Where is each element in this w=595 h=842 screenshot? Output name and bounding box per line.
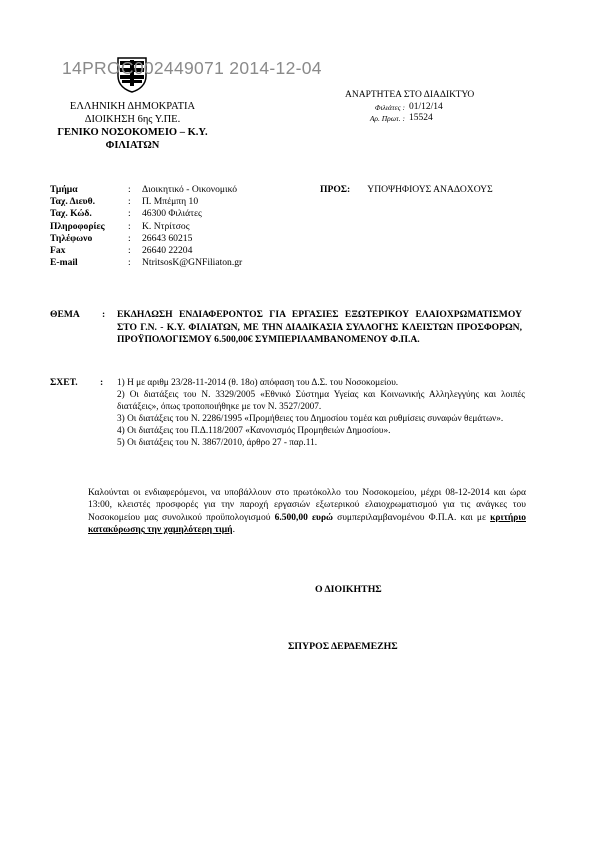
date-value: 01/12/14	[409, 101, 443, 112]
reference-item: 2) Οι διατάξεις του Ν. 3329/2005 «Εθνικό Σύστημα Υγείας και Κοινωνικής Αλληλεγγύης και λοιπές διατάξεις», όπως τροποποιήθηκε με τον Ν. 3527/2007.	[117, 390, 525, 413]
protocol-label: Αρ. Πρωτ. :	[369, 114, 405, 123]
budget-amount: 6.500,00 ευρώ	[274, 512, 333, 523]
contact-info	[50, 184, 242, 269]
award-criterion: κριτήριο κατακύρωσης την χαμηλότερη τιμή	[88, 512, 526, 536]
recipient-value: ΥΠΟΨΗΦΙΟΥΣ ΑΝΑΔΟΧΟΥΣ	[367, 184, 493, 195]
colon-sep: :	[128, 184, 131, 195]
info-value: 26643 60215	[142, 232, 193, 244]
protocol-value: 15524	[409, 113, 433, 123]
reference-item: 4) Οι διατάξεις του Π.Δ.118/2007 «Κανονισμός Προμηθειών Δημοσίου».	[117, 426, 391, 437]
issuer-line: ΔΙΟΙΚΗΣΗ 6ης Υ.ΠΕ.	[84, 114, 181, 125]
body-text: συμπεριλαμβανομένου Φ.Π.Α. και με	[332, 512, 491, 523]
references-list	[117, 377, 525, 450]
colon-sep: :	[128, 232, 131, 244]
colon-sep: :	[128, 220, 131, 232]
body-text: Καλούνται οι ενδιαφερόμενοι, να υποβάλλουν στο πρωτόκολλο του Νοσοκομείου, μέχρι 08-12-2014 και ώρα 13:00, κλειστές προσφορές για την παροχή εργασιών εξωτερικού ελαιοχρωματισμού για τις ανάγκες του Νοσοκομείου μας συνολικού προϋπολογισμού	[88, 488, 526, 523]
signatory-name: ΣΠΥΡΟΣ ΔΕΡΔΕΜΕΖΗΣ	[288, 641, 398, 652]
colon-sep: :	[128, 208, 131, 220]
colon-sep: :	[102, 309, 106, 320]
document-metadata	[345, 90, 474, 125]
info-value: Κ. Ντρίτσος	[142, 220, 190, 232]
issuer-line: ΕΛΛΗΝΙΚΗ ΔΗΜΟΚΡΑΤΙΑ	[69, 101, 196, 112]
info-key: E-mail	[50, 257, 78, 269]
posting-notice: ΑΝΑΡΤΗΤΕΑ ΣΤΟ ΔΙΑΔΙΚΤΥΟ	[345, 90, 475, 100]
references-label: ΣΧΕΤ.	[50, 377, 78, 388]
colon-sep: :	[128, 245, 131, 257]
info-key: Πληροφορίες	[50, 220, 105, 232]
subject-label: ΘΕΜΑ	[50, 309, 80, 320]
reference-item: 5) Οι διατάξεις του Ν. 3867/2010, άρθρο 27 - παρ.11.	[117, 438, 318, 449]
info-value: 26640 22204	[142, 245, 193, 257]
issuer-line: ΓΕΝΙΚΟ ΝΟΣΟΚΟΜΕΙΟ – Κ.Υ.	[57, 127, 208, 138]
colon-sep: :	[128, 196, 131, 208]
reference-item: 1) Η με αριθμ 23/28-11-2014 (θ. 18ο) απόφαση του Δ.Σ. του Νοσοκομείου.	[117, 378, 399, 388]
info-key: Ταχ. Διευθ.	[50, 196, 96, 208]
document-watermark: 14PROC002449071 2014-12-04	[62, 58, 322, 78]
issuer-header	[40, 100, 225, 152]
body-text: .	[232, 525, 235, 536]
info-key: Fax	[50, 245, 66, 257]
subject-text: ΕΚΔΗΛΩΣΗ ΕΝΔΙΑΦΕΡΟΝΤΟΣ ΓΙΑ ΕΡΓΑΣΙΕΣ ΕΞΩΤΕΡΙΚΟΥ ΕΛΑΙΟΧΡΩΜΑΤΙΣΜΟΥ ΣΤΟ Γ.Ν. - Κ.Υ. ΦΙΛΙΑΤΩΝ, ΜΕ ΤΗΝ ΔΙΑΔΙΚΑΣΙΑ ΣΥΛΛΟΓΗΣ ΚΛΕΙΣΤΩΝ ΠΡΟΣΦΟΡΩΝ, ΠΡΟΫΠΟΛΟΓΙΣΜΟΥ 6.500,00€ ΣΥΜΠΕΡΙΛΑΜΒΑΝΟΜΕΝΟΥ Φ.Π.Α.	[117, 309, 522, 346]
recipient-label: ΠΡΟΣ:	[320, 184, 351, 195]
info-value: Π. Μπέμπη 10	[142, 196, 199, 208]
colon-sep: :	[128, 257, 131, 269]
invitation-paragraph	[88, 487, 526, 537]
issuer-line: ΦΙΛΙΑΤΩΝ	[105, 140, 160, 151]
date-label: Φιλιάτες :	[374, 102, 405, 112]
info-key: Ταχ. Κώδ.	[50, 208, 92, 220]
info-value: 46300 Φιλιάτες	[142, 208, 202, 220]
signatory-title: Ο ΔΙΟΙΚΗΤΗΣ	[315, 584, 382, 595]
info-key: Τμήμα	[50, 184, 78, 195]
reference-item: 3) Οι διατάξεις του Ν. 2286/1995 «Προμήθειες του Δημοσίου τομέα και ρυθμίσεις συναφών θεμάτων».	[117, 414, 504, 425]
info-key: Τηλέφωνο	[50, 232, 93, 244]
recipient	[320, 184, 493, 195]
colon-sep: :	[100, 377, 104, 388]
info-email[interactable]: NtritsosK@GNFiliaton.gr	[142, 257, 243, 269]
info-value: Διοικητικό - Οικονομικό	[142, 184, 238, 195]
